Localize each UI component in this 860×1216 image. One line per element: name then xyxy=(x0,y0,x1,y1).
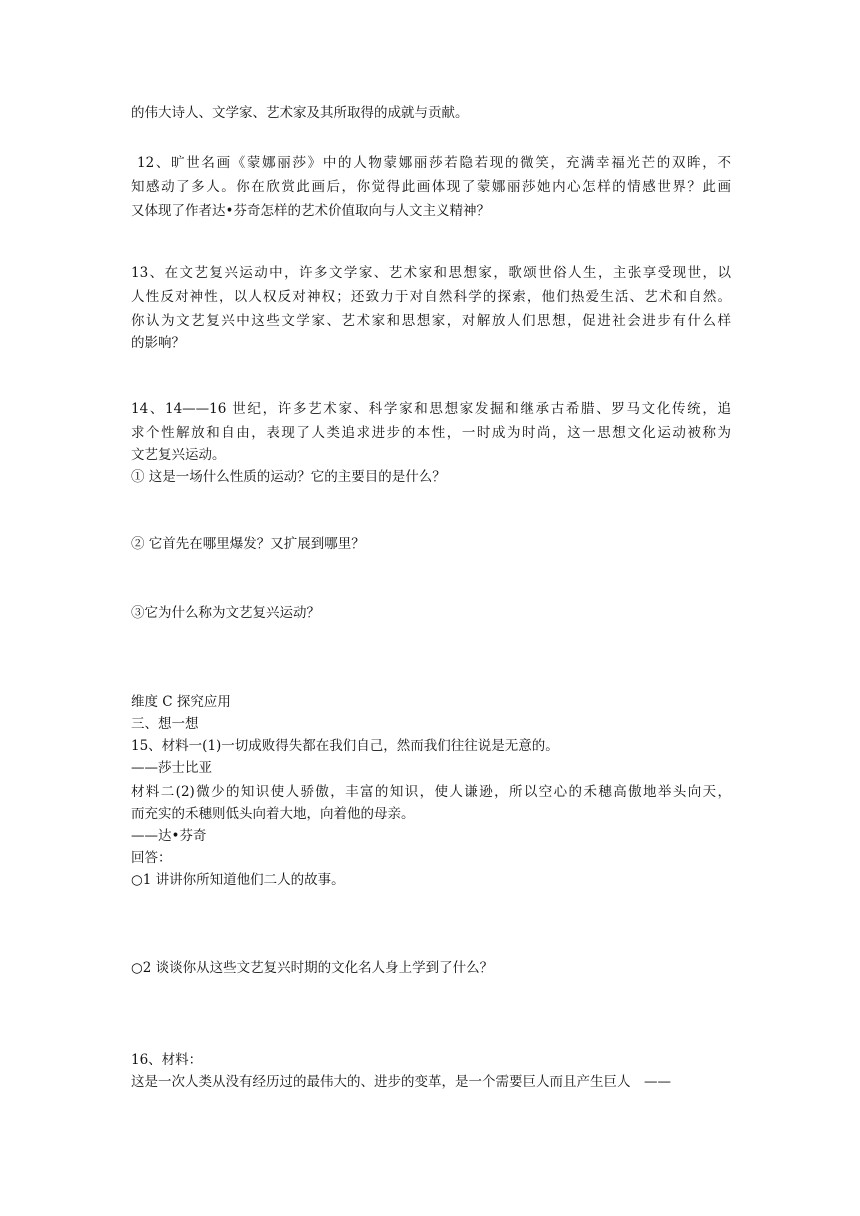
q14-line-2: 求个性解放和自由，表现了人类追求进步的本性，一时成为时尚，这一思想文化运动被称为 xyxy=(131,425,731,441)
q12-line-2: 知感动了多人。你在欣赏此画后，你觉得此画体现了蒙娜丽莎她内心怎样的情感世界？此画 xyxy=(131,179,731,195)
q15-attribution-1: ——莎士比亚 xyxy=(131,760,212,776)
q15-attribution-2: ——达•芬奇 xyxy=(131,828,207,844)
subsection-heading: 三、想一想 xyxy=(131,716,199,732)
q14-sub-2: ② 它首先在哪里爆发？又扩展到哪里？ xyxy=(131,536,365,552)
q13-line-4: 的影响？ xyxy=(131,335,185,351)
q16-heading: 16、材料： xyxy=(131,1052,203,1068)
section-heading: 维度 C 探究应用 xyxy=(131,694,231,710)
q15-material-1: 15、材料一(1)一切成败得失都在我们自己，然而我们往往说是无意的。 xyxy=(131,738,559,754)
q15-sub-2: ○2 谈谈你从这些文艺复兴时期的文化名人身上学到了什么？ xyxy=(131,960,494,976)
q14-sub-1: ① 这是一场什么性质的运动？它的主要目的是什么？ xyxy=(131,469,446,485)
q15-answer-label: 回答： xyxy=(131,850,172,866)
q15-material-2-cont: 而充实的禾穗则低头向着大地，向着他的母亲。 xyxy=(131,806,415,822)
q12-line-3: 又体现了作者达•芬奇怎样的艺术价值取向与人文主义精神？ xyxy=(131,203,490,219)
intro-line: 的伟大诗人、文学家、艺术家及其所取得的成就与贡献。 xyxy=(131,105,469,121)
q14-sub-3: ③它为什么称为文艺复兴运动？ xyxy=(131,605,320,621)
q14-line-3: 文艺复兴运动。 xyxy=(131,447,226,463)
q15-material-2: 材料二(2)微少的知识使人骄傲，丰富的知识，使人谦逊，所以空心的禾穗高傲地举头向天， xyxy=(131,784,731,800)
q12-line-1: 12、旷世名画《蒙娜丽莎》中的人物蒙娜丽莎若隐若现的微笑，充满幸福光芒的双眸，不 xyxy=(137,155,731,171)
q13-line-3: 你认为文艺复兴中这些文学家、艺术家和思想家，对解放人们思想，促进社会进步有什么样 xyxy=(131,313,731,329)
q16-material: 这是一次人类从没有经历过的最伟大的、进步的变革，是一个需要巨人而且产生巨人 —— xyxy=(131,1074,671,1090)
q14-line-1: 14、14——16 世纪，许多艺术家、科学家和思想家发掘和继承古希腊、罗马文化传统，追 xyxy=(131,401,731,417)
q13-line-2: 人性反对神性，以人权反对神权；还致力于对自然科学的探索，他们热爱生活、艺术和自然。 xyxy=(131,289,731,305)
q13-line-1: 13、在文艺复兴运动中，许多文学家、艺术家和思想家，歌颂世俗人生，主张享受现世，以 xyxy=(131,265,731,281)
q15-sub-1: ○1 讲讲你所知道他们二人的故事。 xyxy=(131,872,345,888)
